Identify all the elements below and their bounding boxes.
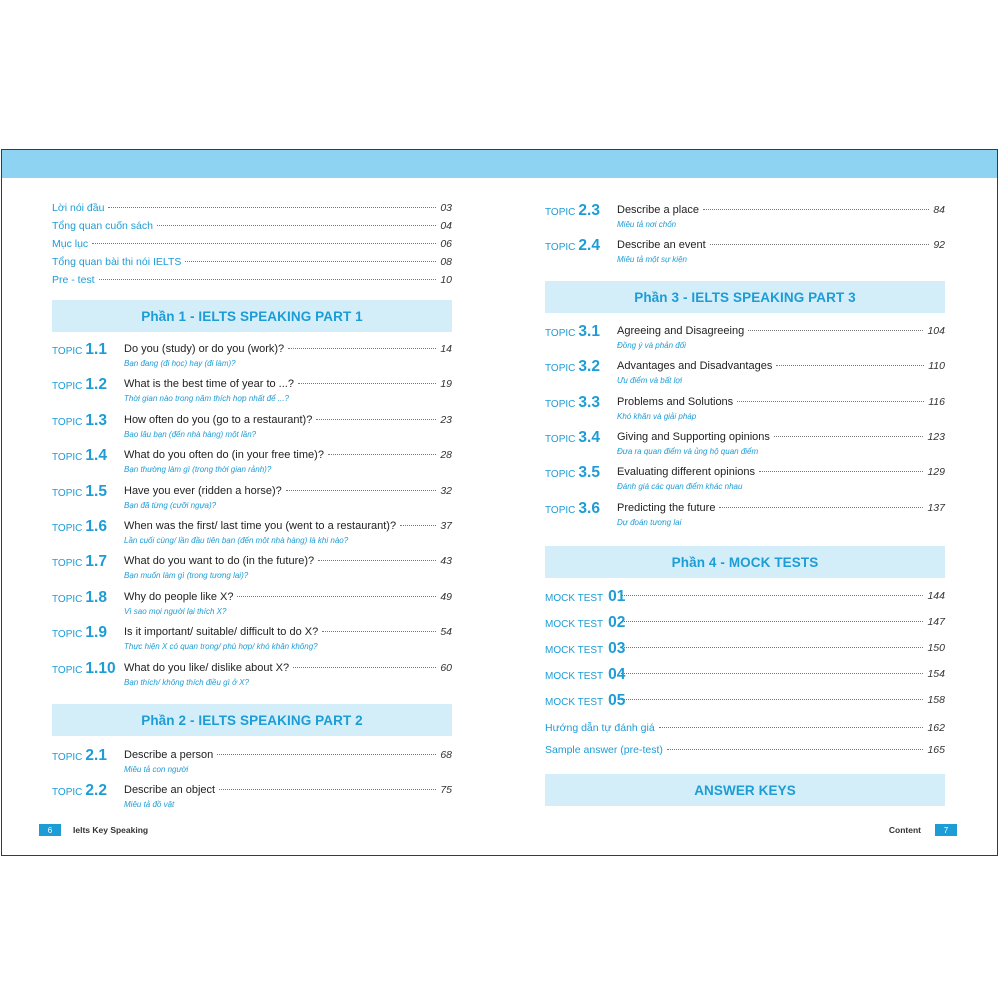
topic-title: Describe a person [124, 749, 214, 761]
topic-word: TOPIC [52, 381, 83, 393]
topic-tag [52, 782, 107, 800]
topic-title: Evaluating different opinions [617, 466, 756, 479]
toc-page-number: 165 [927, 744, 945, 756]
toc-page-number: 129 [927, 466, 945, 479]
mock-test-number: 01 [608, 588, 626, 605]
toc-topic-row[interactable] [545, 464, 945, 498]
toc-page-number: 147 [927, 616, 945, 628]
toc-page-number: 123 [927, 430, 945, 443]
topic-title-line [124, 485, 452, 501]
part1-heading: Phần 1 - IELTS SPEAKING PART 1 [52, 300, 452, 332]
topic-title-line [124, 626, 452, 642]
toc-topic-row[interactable] [52, 553, 452, 587]
mock-test-number: 03 [608, 640, 626, 657]
dot-leader [759, 471, 923, 472]
toc-page-number: 144 [927, 590, 945, 602]
toc-page-number: 60 [440, 661, 452, 674]
topic-subtitle-vi: Dự đoán tương lai [617, 517, 682, 527]
topic-word: TOPIC [545, 398, 576, 410]
topic-title-line [124, 749, 452, 765]
mock-test-word: MOCK TEST [545, 593, 604, 604]
toc-intro-row[interactable] [52, 256, 452, 272]
toc-extra-row[interactable] [545, 722, 945, 738]
topic-word: TOPIC [545, 207, 576, 218]
topic-title: Problems and Solutions [617, 395, 734, 408]
topic-tag [52, 412, 107, 430]
topic-tag [545, 358, 600, 376]
topic-word: TOPIC [545, 433, 576, 445]
toc-entry-label: Tổng quan bài thi nói IELTS [52, 256, 182, 268]
topic-title: Describe an object [124, 784, 216, 796]
part3-heading: Phần 3 - IELTS SPEAKING PART 3 [545, 281, 945, 313]
dot-leader [217, 754, 436, 755]
toc-topic-row[interactable] [545, 358, 945, 392]
mock-test-row[interactable] [545, 588, 945, 610]
topic-title-line [617, 204, 945, 220]
topic-number: 1.10 [85, 659, 116, 677]
mock-test-row[interactable] [545, 666, 945, 688]
toc-page-number: 49 [440, 590, 452, 603]
topic-number: 1.8 [85, 588, 107, 606]
topic-number: 3.2 [578, 358, 600, 376]
topic-subtitle-vi: Miêu tả đồ vật [124, 800, 175, 809]
toc-page-number: 06 [440, 238, 452, 250]
footer-left [39, 824, 148, 836]
page-number-left: 6 [39, 824, 61, 836]
dot-leader [710, 244, 930, 245]
topic-title: Describe a place [617, 204, 699, 216]
toc-intro-row[interactable] [52, 274, 452, 290]
mock-test-row[interactable] [545, 614, 945, 636]
topic-subtitle-vi: Thực hiện X có quan trọng/ phù hợp/ khó khăn không? [124, 642, 318, 652]
topic-subtitle-vi: Đánh giá các quan điểm khác nhau [617, 482, 743, 492]
toc-topic-row[interactable] [52, 747, 452, 781]
topic-number: 2.2 [85, 782, 107, 799]
topic-tag [52, 553, 107, 571]
topic-word: TOPIC [52, 416, 83, 428]
topic-word: TOPIC [52, 487, 83, 499]
toc-page-number: 08 [440, 256, 452, 268]
footer-right [889, 824, 957, 836]
mock-test-tag [545, 614, 625, 632]
toc-topic-row[interactable] [52, 589, 452, 623]
toc-page-number: 54 [440, 626, 452, 639]
topic-number: 2.4 [578, 237, 600, 254]
toc-entry-label: Hướng dẫn tự đánh giá [545, 722, 655, 734]
topic-title: What do you often do (in your free time)? [124, 449, 324, 462]
dot-leader [92, 243, 436, 244]
topic-title-line [617, 325, 945, 341]
mock-test-row[interactable] [545, 640, 945, 662]
toc-topic-row[interactable] [52, 660, 452, 694]
mock-test-tag [545, 588, 625, 606]
page-number-right: 7 [935, 824, 957, 836]
mock-test-tag [545, 640, 625, 658]
mock-test-tag [545, 666, 625, 684]
topic-title: What do you like/ dislike about X? [124, 661, 290, 674]
topic-subtitle-vi: Miêu tả nơi chốn [617, 220, 677, 229]
topic-subtitle-vi: Miêu tả một sự kiện [617, 255, 687, 264]
mock-test-word: MOCK TEST [545, 619, 604, 630]
dot-leader [774, 436, 924, 437]
topic-title: Advantages and Disadvantages [617, 360, 773, 373]
topic-title: What is the best time of year to ...? [124, 378, 294, 391]
toc-topic-row[interactable] [545, 394, 945, 428]
topic-tag [545, 429, 600, 447]
toc-page-number: 110 [928, 360, 945, 373]
toc-topic-row[interactable] [52, 376, 452, 410]
dot-leader [298, 383, 436, 384]
dot-leader [621, 647, 923, 648]
dot-leader [659, 727, 924, 728]
toc-entry-label: Sample answer (pre-test) [545, 744, 663, 756]
toc-entry-label: Lời nói đầu [52, 202, 105, 214]
topic-subtitle-vi: Vì sao mọi người lại thích X? [124, 606, 227, 616]
topic-title: Describe an event [617, 239, 706, 251]
dot-leader [316, 419, 436, 420]
topic-word: TOPIC [52, 346, 83, 357]
dot-leader [621, 595, 923, 596]
topic-title: Do you (study) or do you (work)? [124, 343, 285, 355]
toc-intro-row[interactable] [52, 220, 452, 236]
topic-word: TOPIC [52, 523, 83, 534]
topic-number: 1.6 [85, 518, 107, 535]
topic-title-line [124, 378, 452, 394]
topic-tag [52, 518, 107, 536]
topic-subtitle-vi: Bạn đang (đi học) hay (đi làm)? [124, 359, 236, 368]
mock-test-word: MOCK TEST [545, 645, 604, 656]
topic-number: 3.6 [578, 499, 600, 517]
toc-page-number: 150 [927, 642, 945, 654]
topic-subtitle-vi: Thời gian nào trong năm thích hợp nhất để ...? [124, 394, 289, 404]
toc-page-number: 68 [440, 749, 452, 761]
toc-page-number: 14 [440, 343, 452, 355]
mock-test-line [621, 590, 945, 606]
topic-number: 1.1 [85, 341, 107, 358]
book-spread [1, 149, 998, 856]
toc-topic-row[interactable] [52, 412, 452, 446]
toc-topic-row[interactable] [52, 483, 452, 517]
mock-test-number: 05 [608, 692, 626, 709]
toc-page-number: 158 [927, 694, 945, 706]
toc-topic-row[interactable] [545, 202, 945, 236]
topic-tag [545, 394, 600, 412]
topic-title-line [617, 431, 945, 447]
topic-title: Giving and Supporting opinions [617, 430, 770, 443]
mock-test-number: 02 [608, 614, 626, 631]
toc-intro-row[interactable] [52, 202, 452, 218]
topic-number: 3.1 [578, 323, 600, 340]
topic-title: Agreeing and Disagreeing [617, 325, 745, 337]
dot-leader [400, 525, 436, 526]
dot-leader [748, 330, 923, 331]
dot-leader [621, 621, 923, 622]
topic-title-line [124, 449, 452, 465]
part4-heading: Phần 4 - MOCK TESTS [545, 546, 945, 578]
toc-page-number: 104 [927, 325, 945, 337]
toc-entry-label: Tổng quan cuốn sách [52, 220, 153, 232]
mock-test-row[interactable] [545, 692, 945, 714]
topic-title-line [124, 591, 452, 607]
toc-topic-row[interactable] [52, 624, 452, 658]
toc-page-number: 162 [927, 722, 945, 734]
topic-word: TOPIC [52, 452, 83, 464]
topic-title: Is it important/ suitable/ difficult to do X? [124, 626, 319, 639]
topic-subtitle-vi: Khó khăn và giải pháp [617, 411, 697, 421]
toc-topic-row[interactable] [545, 237, 945, 271]
dot-leader [99, 279, 437, 280]
topic-subtitle-vi: Lần cuối cùng/ lần đầu tiên bạn (đến một nhà hàng) là khi nào? [124, 536, 349, 545]
dot-leader [322, 631, 436, 632]
topic-title-line [617, 466, 945, 482]
toc-topic-row[interactable] [52, 447, 452, 481]
dot-leader [108, 207, 436, 208]
mock-test-word: MOCK TEST [545, 671, 604, 682]
topic-word: TOPIC [52, 629, 83, 641]
topic-word: TOPIC [52, 752, 83, 763]
toc-page-number: 75 [440, 784, 452, 796]
topic-title-line [124, 343, 452, 359]
dot-leader [719, 507, 923, 508]
topic-number: 1.4 [85, 447, 107, 465]
topic-tag [545, 464, 600, 482]
dot-leader [737, 401, 924, 402]
dot-leader [185, 261, 436, 262]
topic-word: TOPIC [545, 469, 576, 481]
toc-page-number: 43 [440, 555, 452, 568]
toc-page-number: 19 [440, 378, 452, 391]
dot-leader [157, 225, 436, 226]
topic-subtitle-vi: Đồng ý và phản đối [617, 341, 686, 350]
toc-page-number: 92 [933, 239, 945, 251]
toc-extra-row[interactable] [545, 744, 945, 760]
topic-tag [52, 660, 116, 678]
topic-subtitle-vi: Bạn thường làm gì (trong thời gian rảnh)? [124, 465, 272, 475]
toc-page-number: 23 [440, 413, 452, 426]
topic-tag [52, 483, 107, 501]
toc-intro-row[interactable] [52, 238, 452, 254]
part2-heading: Phần 2 - IELTS SPEAKING PART 2 [52, 704, 452, 736]
topic-subtitle-vi: Miêu tả con người [124, 765, 189, 774]
topic-tag [52, 376, 107, 394]
topic-number: 3.5 [578, 464, 600, 482]
topic-subtitle-vi: Đưa ra quan điểm và ủng hộ quan điểm [617, 446, 759, 456]
topic-word: TOPIC [545, 242, 576, 253]
topic-word: TOPIC [52, 593, 83, 605]
topic-title: Have you ever (ridden a horse)? [124, 484, 282, 497]
topic-subtitle-vi: Bạn muốn làm gì (trong tương lai)? [124, 571, 249, 581]
answer-keys-heading: ANSWER KEYS [545, 774, 945, 806]
topic-number: 3.3 [578, 393, 600, 411]
topic-number: 3.4 [578, 428, 600, 446]
topic-tag [545, 237, 600, 255]
topic-word: TOPIC [52, 787, 83, 798]
toc-page-number: 84 [933, 204, 945, 216]
mock-test-line [621, 642, 945, 658]
topic-title-line [124, 414, 452, 430]
topic-title-line [124, 784, 452, 800]
topic-title: What do you want to do (in the future)? [124, 555, 315, 568]
topic-word: TOPIC [545, 504, 576, 516]
mock-test-line [621, 694, 945, 710]
toc-topic-row[interactable] [52, 518, 452, 552]
topic-subtitle-vi: Ưu điểm và bất lợi [617, 376, 682, 386]
toc-topic-row[interactable] [545, 429, 945, 463]
topic-title-line [617, 396, 945, 412]
toc-topic-row[interactable] [545, 500, 945, 534]
topic-subtitle-vi: Bao lâu bạn (đến nhà hàng) một lần? [124, 429, 257, 439]
toc-page-number: 04 [440, 220, 452, 232]
topic-title-line [617, 360, 945, 376]
topic-number: 1.3 [85, 411, 107, 429]
topic-word: TOPIC [545, 363, 576, 375]
dot-leader [219, 789, 436, 790]
toc-entry-label: Pre - test [52, 274, 95, 286]
topic-number: 1.9 [85, 624, 107, 642]
mock-test-number: 04 [608, 666, 626, 683]
topic-title-line [124, 555, 452, 571]
topic-title-line [124, 520, 452, 536]
toc-topic-row[interactable] [545, 323, 945, 357]
mock-test-tag [545, 692, 625, 710]
topic-subtitle-vi: Bạn đã từng (cưỡi ngựa)? [124, 500, 217, 510]
dot-leader [621, 673, 923, 674]
topic-title: Predicting the future [617, 501, 716, 514]
topic-number: 1.7 [85, 553, 107, 571]
toc-page-number: 154 [927, 668, 945, 680]
toc-page-number: 10 [440, 274, 452, 286]
book-title: Ielts Key Speaking [73, 825, 149, 835]
dot-leader [776, 365, 924, 366]
topic-word: TOPIC [545, 328, 576, 339]
mock-test-word: MOCK TEST [545, 697, 604, 708]
topic-word: TOPIC [52, 664, 83, 676]
topic-title: How often do you (go to a restaurant)? [124, 413, 313, 426]
toc-entry-label: Mục lục [52, 238, 89, 250]
dot-leader [288, 348, 436, 349]
topic-title-line [124, 662, 452, 678]
topic-tag [545, 500, 600, 518]
toc-page-number: 28 [440, 449, 452, 462]
dot-leader [621, 699, 923, 700]
topic-title: Why do people like X? [124, 590, 234, 603]
toc-page-number: 03 [440, 202, 452, 214]
topic-tag [545, 202, 600, 220]
toc-page-number: 137 [927, 501, 945, 514]
dot-leader [318, 560, 436, 561]
topic-tag [52, 624, 107, 642]
topic-subtitle-vi: Bạn thích/ không thích điều gì ở X? [124, 677, 249, 687]
topic-tag [52, 341, 107, 359]
topic-title-line [617, 502, 945, 518]
topic-number: 2.3 [578, 202, 600, 219]
dot-leader [703, 209, 929, 210]
toc-page-number: 37 [440, 520, 452, 532]
toc-page-number: 32 [440, 484, 452, 497]
top-color-bar [2, 150, 997, 178]
topic-word: TOPIC [52, 558, 83, 570]
toc-topic-row[interactable] [52, 782, 452, 816]
dot-leader [293, 667, 436, 668]
topic-tag [52, 447, 107, 465]
dot-leader [667, 749, 924, 750]
topic-tag [52, 589, 107, 607]
dot-leader [328, 454, 436, 455]
section-title: Content [888, 825, 921, 835]
topic-number: 1.2 [85, 376, 107, 394]
topic-number: 1.5 [85, 482, 107, 500]
mock-test-line [621, 668, 945, 684]
topic-tag [545, 323, 600, 341]
toc-page-number: 116 [928, 395, 945, 408]
topic-tag [52, 747, 107, 765]
mock-test-line [621, 616, 945, 632]
toc-topic-row[interactable] [52, 341, 452, 375]
topic-title: When was the first/ last time you (went to a restaurant)? [124, 520, 397, 532]
topic-number: 2.1 [85, 747, 107, 764]
topic-title-line [617, 239, 945, 255]
dot-leader [286, 490, 437, 491]
dot-leader [237, 596, 436, 597]
